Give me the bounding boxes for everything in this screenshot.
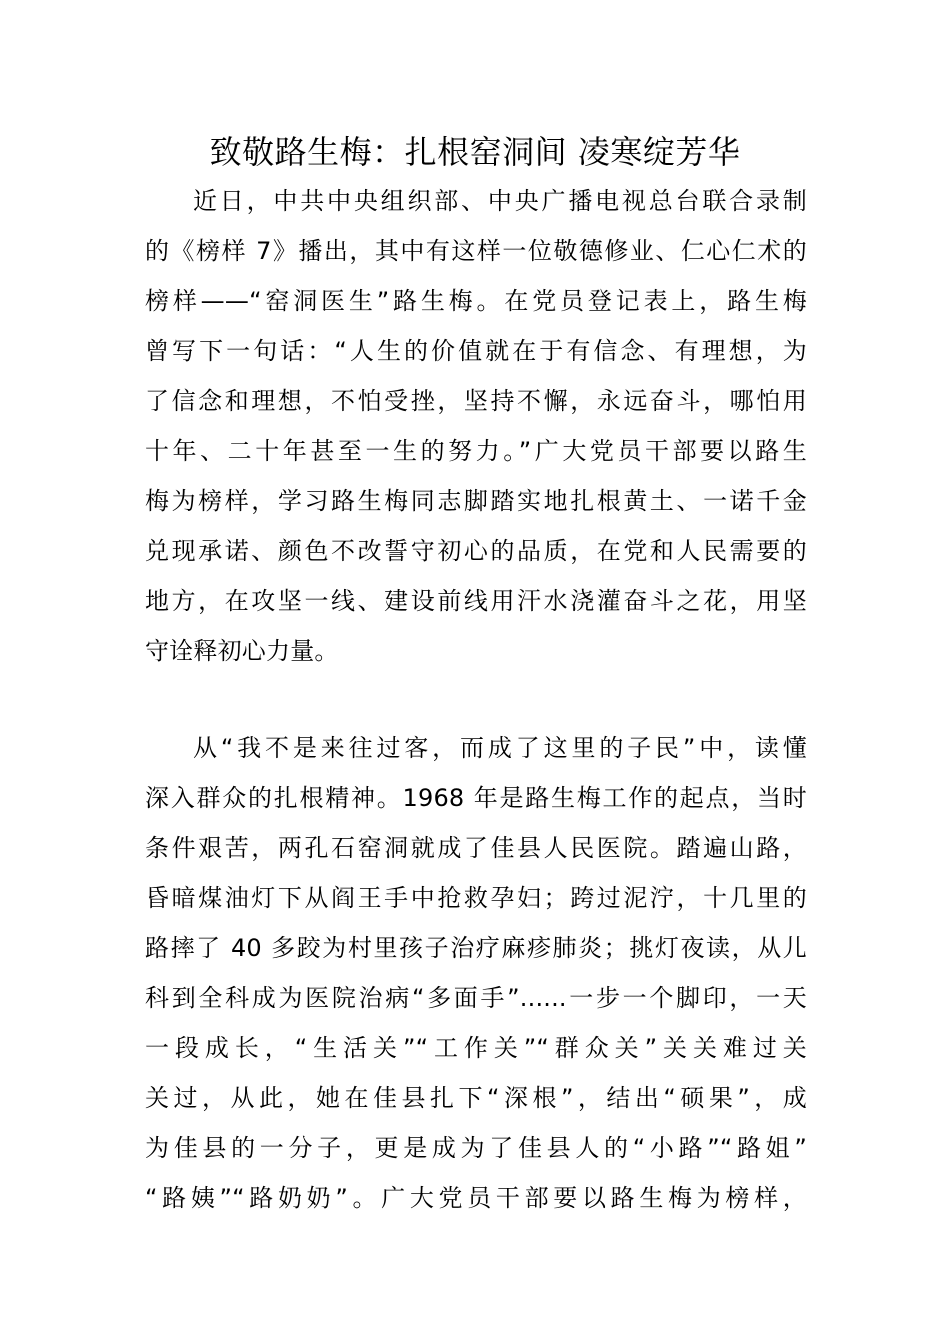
paragraph-line: 榜样——“窑洞医生”路生梅。在党员登记表上，路生梅	[145, 287, 807, 315]
paragraph-line: 守诠释初心力量。	[145, 637, 339, 665]
paragraph-line: 一段成长，“生活关”“工作关”“群众关”关关难过关	[145, 1034, 807, 1062]
paragraph-line: 深入群众的扎根精神。1968 年是路生梅工作的起点，当时	[145, 784, 807, 812]
article-title: 致敬路生梅：扎根窑洞间 凌寒绽芳华	[209, 133, 741, 171]
paragraph-line: 了信念和理想，不怕受挫，坚持不懈，永远奋斗，哪怕用	[145, 387, 807, 415]
paragraph-line: 十年、二十年甚至一生的努力。”广大党员干部要以路生	[145, 437, 807, 465]
paragraph-line: 昏暗煤油灯下从阎王手中抢救孕妇；跨过泥泞，十几里的	[145, 884, 807, 912]
paragraph-line: 关过，从此，她在佳县扎下“深根”，结出“硕果”，成	[145, 1084, 807, 1112]
paragraph-line: 曾写下一句话：“人生的价值就在于有信念、有理想，为	[145, 337, 807, 365]
paragraph-line: 近日，中共中央组织部、中央广播电视总台联合录制	[193, 187, 807, 215]
paragraph-line: 梅为榜样，学习路生梅同志脚踏实地扎根黄土、一诺千金	[145, 487, 807, 515]
paragraph-line: 条件艰苦，两孔石窑洞就成了佳县人民医院。踏遍山路，	[145, 834, 807, 862]
paragraph-1	[145, 176, 807, 676]
paragraph-line: 为佳县的一分子，更是成为了佳县人的“小路”“路姐”	[145, 1134, 807, 1162]
paragraph-line: “路姨”“路奶奶”。广大党员干部要以路生梅为榜样，	[145, 1184, 807, 1212]
paragraph-line: 科到全科成为医院治病“多面手”......一步一个脚印，一天	[145, 984, 807, 1012]
paragraph-2	[145, 723, 807, 1223]
paragraph-line: 兑现承诺、颜色不改誓守初心的品质，在党和人民需要的	[145, 537, 807, 565]
paragraph-line: 从“我不是来往过客，而成了这里的子民”中，读懂	[193, 734, 807, 762]
paragraph-line: 的《榜样 7》播出，其中有这样一位敬德修业、仁心仁术的	[145, 237, 807, 265]
paragraph-line: 地方，在攻坚一线、建设前线用汗水浇灌奋斗之花，用坚	[145, 587, 807, 615]
paragraph-line: 路摔了 40 多跤为村里孩子治疗麻疹肺炎；挑灯夜读，从儿	[145, 934, 807, 962]
